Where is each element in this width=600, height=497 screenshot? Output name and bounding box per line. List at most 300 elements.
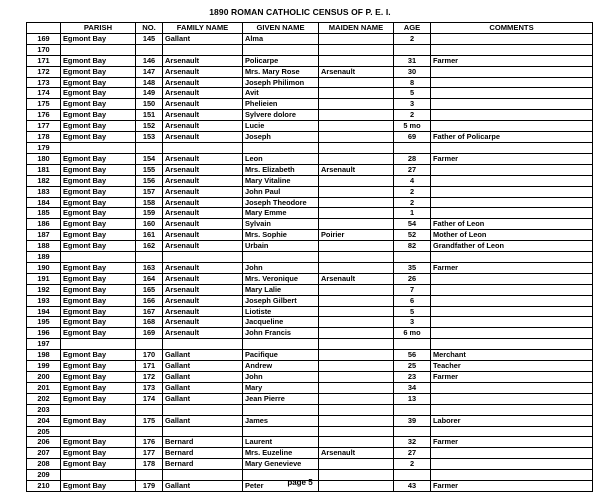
maiden-name-cell (319, 99, 394, 110)
table-row (27, 350, 593, 361)
given-name-cell (243, 426, 319, 437)
parish-cell: Egmont Bay (61, 110, 136, 121)
line-number-cell: 169 (27, 33, 61, 44)
age-cell: 56 (394, 350, 431, 361)
table-row (27, 132, 593, 143)
page-number: page 5 (287, 478, 313, 487)
entry-no-cell (136, 404, 163, 415)
parish-cell: Egmont Bay (61, 66, 136, 77)
given-name-cell: Peter (243, 481, 319, 492)
family-name-cell: Arsenault (163, 230, 243, 241)
maiden-name-cell (319, 208, 394, 219)
entry-no-cell (136, 252, 163, 263)
given-name-cell: James (243, 415, 319, 426)
entry-no-cell: 178 (136, 459, 163, 470)
comments-cell (431, 284, 593, 295)
age-cell: 54 (394, 219, 431, 230)
comments-cell (431, 99, 593, 110)
line-number-cell: 175 (27, 99, 61, 110)
family-name-cell: Arsenault (163, 66, 243, 77)
table-row (27, 437, 593, 448)
comments-cell: Farmer (431, 481, 593, 492)
comments-cell (431, 164, 593, 175)
parish-cell: Egmont Bay (61, 262, 136, 273)
age-cell: 35 (394, 262, 431, 273)
comments-cell (431, 88, 593, 99)
given-name-cell: Joseph (243, 132, 319, 143)
comments-cell: Farmer (431, 153, 593, 164)
line-number-cell: 190 (27, 262, 61, 273)
maiden-name-cell (319, 415, 394, 426)
family-name-cell: Arsenault (163, 197, 243, 208)
line-number-cell: 204 (27, 415, 61, 426)
comments-cell (431, 393, 593, 404)
age-cell: 5 mo (394, 121, 431, 132)
family-name-cell: Gallant (163, 372, 243, 383)
table-row (27, 361, 593, 372)
age-cell: 2 (394, 110, 431, 121)
table-row (27, 33, 593, 44)
parish-cell: Egmont Bay (61, 361, 136, 372)
given-name-cell: Jean Pierre (243, 393, 319, 404)
table-row (27, 393, 593, 404)
family-name-cell: Arsenault (163, 132, 243, 143)
given-name-cell: Joseph Theodore (243, 197, 319, 208)
table-row (27, 328, 593, 339)
given-name-cell (243, 44, 319, 55)
entry-no-cell: 160 (136, 219, 163, 230)
maiden-name-cell (319, 175, 394, 186)
table-row (27, 339, 593, 350)
age-cell: 2 (394, 33, 431, 44)
entry-no-cell: 171 (136, 361, 163, 372)
table-row (27, 306, 593, 317)
age-cell: 25 (394, 361, 431, 372)
line-number-cell: 177 (27, 121, 61, 132)
table-row (27, 66, 593, 77)
family-name-cell: Arsenault (163, 164, 243, 175)
family-name-cell (163, 404, 243, 415)
given-name-cell: John (243, 262, 319, 273)
age-cell: 30 (394, 66, 431, 77)
parish-cell: Egmont Bay (61, 295, 136, 306)
maiden-name-cell: Arsenault (319, 448, 394, 459)
entry-no-cell: 177 (136, 448, 163, 459)
comments-cell (431, 208, 593, 219)
entry-no-cell: 150 (136, 99, 163, 110)
line-number-cell: 188 (27, 241, 61, 252)
family-name-cell: Bernard (163, 459, 243, 470)
entry-no-cell (136, 44, 163, 55)
entry-no-cell: 170 (136, 350, 163, 361)
age-cell: 6 (394, 295, 431, 306)
comments-cell (431, 186, 593, 197)
age-cell: 69 (394, 132, 431, 143)
given-name-cell: Mrs. Veronique (243, 273, 319, 284)
table-row (27, 382, 593, 393)
maiden-name-cell (319, 284, 394, 295)
line-number-cell: 170 (27, 44, 61, 55)
parish-cell: Egmont Bay (61, 481, 136, 492)
comments-cell: Farmer (431, 437, 593, 448)
entry-no-cell: 146 (136, 55, 163, 66)
given-name-cell: John Francis (243, 328, 319, 339)
column-header-age: AGE (394, 23, 431, 34)
given-name-cell (243, 142, 319, 153)
given-name-cell: Mrs. Euzeline (243, 448, 319, 459)
table-row (27, 88, 593, 99)
family-name-cell: Bernard (163, 437, 243, 448)
table-row (27, 262, 593, 273)
given-name-cell: Avit (243, 88, 319, 99)
maiden-name-cell: Arsenault (319, 164, 394, 175)
table-header-row (27, 23, 593, 34)
table-row (27, 252, 593, 263)
table-row (27, 426, 593, 437)
age-cell: 1 (394, 208, 431, 219)
maiden-name-cell (319, 77, 394, 88)
comments-cell: Mother of Leon (431, 230, 593, 241)
age-cell: 31 (394, 55, 431, 66)
family-name-cell: Gallant (163, 481, 243, 492)
entry-no-cell: 153 (136, 132, 163, 143)
maiden-name-cell: Poirier (319, 230, 394, 241)
comments-cell (431, 252, 593, 263)
comments-cell (431, 110, 593, 121)
column-header-line (27, 23, 61, 34)
parish-cell: Egmont Bay (61, 99, 136, 110)
parish-cell: Egmont Bay (61, 153, 136, 164)
comments-cell (431, 317, 593, 328)
entry-no-cell: 154 (136, 153, 163, 164)
line-number-cell: 184 (27, 197, 61, 208)
comments-cell (431, 404, 593, 415)
comments-cell (431, 328, 593, 339)
parish-cell: Egmont Bay (61, 317, 136, 328)
column-header-family-name: FAMILY NAME (163, 23, 243, 34)
given-name-cell: Phelieien (243, 99, 319, 110)
family-name-cell: Arsenault (163, 110, 243, 121)
maiden-name-cell (319, 306, 394, 317)
maiden-name-cell (319, 197, 394, 208)
line-number-cell: 178 (27, 132, 61, 143)
table-row (27, 317, 593, 328)
comments-cell (431, 33, 593, 44)
family-name-cell (163, 44, 243, 55)
entry-no-cell: 162 (136, 241, 163, 252)
maiden-name-cell (319, 404, 394, 415)
family-name-cell: Arsenault (163, 295, 243, 306)
entry-no-cell (136, 339, 163, 350)
entry-no-cell: 176 (136, 437, 163, 448)
given-name-cell: Sylvere dolore (243, 110, 319, 121)
line-number-cell: 209 (27, 470, 61, 481)
age-cell: 2 (394, 186, 431, 197)
comments-cell: Merchant (431, 350, 593, 361)
line-number-cell: 174 (27, 88, 61, 99)
given-name-cell: Alma (243, 33, 319, 44)
age-cell: 34 (394, 382, 431, 393)
comments-cell: Father of Policarpe (431, 132, 593, 143)
parish-cell (61, 339, 136, 350)
line-number-cell: 199 (27, 361, 61, 372)
comments-cell: Farmer (431, 55, 593, 66)
entry-no-cell: 145 (136, 33, 163, 44)
comments-cell (431, 273, 593, 284)
given-name-cell: Mary Lalie (243, 284, 319, 295)
census-table (26, 22, 593, 492)
comments-cell: Teacher (431, 361, 593, 372)
parish-cell: Egmont Bay (61, 284, 136, 295)
maiden-name-cell (319, 426, 394, 437)
maiden-name-cell (319, 110, 394, 121)
family-name-cell: Arsenault (163, 219, 243, 230)
maiden-name-cell (319, 142, 394, 153)
family-name-cell: Gallant (163, 33, 243, 44)
parish-cell: Egmont Bay (61, 55, 136, 66)
entry-no-cell: 148 (136, 77, 163, 88)
age-cell: 2 (394, 197, 431, 208)
age-cell: 3 (394, 317, 431, 328)
given-name-cell (243, 252, 319, 263)
comments-cell (431, 77, 593, 88)
given-name-cell: Lucie (243, 121, 319, 132)
line-number-cell: 200 (27, 372, 61, 383)
table-row (27, 153, 593, 164)
entry-no-cell: 156 (136, 175, 163, 186)
given-name-cell: Mrs. Elizabeth (243, 164, 319, 175)
maiden-name-cell (319, 295, 394, 306)
comments-cell (431, 121, 593, 132)
family-name-cell: Gallant (163, 350, 243, 361)
given-name-cell: Jacqueline (243, 317, 319, 328)
entry-no-cell: 175 (136, 415, 163, 426)
table-row (27, 241, 593, 252)
table-row (27, 273, 593, 284)
line-number-cell: 185 (27, 208, 61, 219)
line-number-cell: 205 (27, 426, 61, 437)
census-table-body (27, 33, 593, 491)
parish-cell: Egmont Bay (61, 219, 136, 230)
maiden-name-cell (319, 262, 394, 273)
given-name-cell: Mrs. Mary Rose (243, 66, 319, 77)
table-row (27, 175, 593, 186)
comments-cell: Father of Leon (431, 219, 593, 230)
column-header-maiden-name: MAIDEN NAME (319, 23, 394, 34)
parish-cell: Egmont Bay (61, 328, 136, 339)
entry-no-cell: 174 (136, 393, 163, 404)
maiden-name-cell (319, 33, 394, 44)
table-row (27, 448, 593, 459)
family-name-cell: Arsenault (163, 328, 243, 339)
entry-no-cell: 147 (136, 66, 163, 77)
maiden-name-cell (319, 121, 394, 132)
age-cell: 5 (394, 306, 431, 317)
maiden-name-cell (319, 186, 394, 197)
line-number-cell: 194 (27, 306, 61, 317)
line-number-cell: 202 (27, 393, 61, 404)
table-row (27, 197, 593, 208)
table-row (27, 164, 593, 175)
family-name-cell: Gallant (163, 393, 243, 404)
age-cell: 27 (394, 448, 431, 459)
given-name-cell: Leon (243, 153, 319, 164)
parish-cell: Egmont Bay (61, 448, 136, 459)
family-name-cell: Arsenault (163, 186, 243, 197)
age-cell: 26 (394, 273, 431, 284)
parish-cell (61, 404, 136, 415)
entry-no-cell (136, 142, 163, 153)
entry-no-cell: 166 (136, 295, 163, 306)
table-row (27, 284, 593, 295)
age-cell (394, 426, 431, 437)
given-name-cell (243, 339, 319, 350)
age-cell: 32 (394, 437, 431, 448)
parish-cell: Egmont Bay (61, 273, 136, 284)
parish-cell: Egmont Bay (61, 88, 136, 99)
family-name-cell: Gallant (163, 415, 243, 426)
entry-no-cell: 161 (136, 230, 163, 241)
given-name-cell: Joseph Philimon (243, 77, 319, 88)
table-row (27, 372, 593, 383)
table-row (27, 230, 593, 241)
document-title: 1890 ROMAN CATHOLIC CENSUS OF P. E. I. (209, 7, 391, 17)
line-number-cell: 192 (27, 284, 61, 295)
line-number-cell: 186 (27, 219, 61, 230)
age-cell: 2 (394, 459, 431, 470)
parish-cell: Egmont Bay (61, 164, 136, 175)
given-name-cell: Sylvain (243, 219, 319, 230)
maiden-name-cell (319, 361, 394, 372)
entry-no-cell: 152 (136, 121, 163, 132)
line-number-cell: 191 (27, 273, 61, 284)
parish-cell (61, 44, 136, 55)
entry-no-cell: 157 (136, 186, 163, 197)
comments-cell (431, 66, 593, 77)
entry-no-cell: 163 (136, 262, 163, 273)
table-row (27, 77, 593, 88)
line-number-cell: 201 (27, 382, 61, 393)
given-name-cell: Laurent (243, 437, 319, 448)
parish-cell: Egmont Bay (61, 175, 136, 186)
comments-cell: Farmer (431, 262, 593, 273)
age-cell: 5 (394, 88, 431, 99)
parish-cell: Egmont Bay (61, 393, 136, 404)
age-cell: 6 mo (394, 328, 431, 339)
line-number-cell: 183 (27, 186, 61, 197)
family-name-cell (163, 339, 243, 350)
comments-cell (431, 382, 593, 393)
parish-cell: Egmont Bay (61, 77, 136, 88)
table-row (27, 55, 593, 66)
parish-cell: Egmont Bay (61, 437, 136, 448)
comments-cell (431, 448, 593, 459)
age-cell (394, 252, 431, 263)
entry-no-cell: 164 (136, 273, 163, 284)
age-cell: 4 (394, 175, 431, 186)
parish-cell (61, 426, 136, 437)
line-number-cell: 195 (27, 317, 61, 328)
family-name-cell: Gallant (163, 361, 243, 372)
line-number-cell: 187 (27, 230, 61, 241)
age-cell: 8 (394, 77, 431, 88)
given-name-cell: Joseph Gilbert (243, 295, 319, 306)
given-name-cell: Mary (243, 382, 319, 393)
entry-no-cell: 165 (136, 284, 163, 295)
given-name-cell: Mary Genevieve (243, 459, 319, 470)
entry-no-cell: 169 (136, 328, 163, 339)
line-number-cell: 196 (27, 328, 61, 339)
maiden-name-cell (319, 132, 394, 143)
table-row (27, 99, 593, 110)
line-number-cell: 189 (27, 252, 61, 263)
given-name-cell: Andrew (243, 361, 319, 372)
line-number-cell: 197 (27, 339, 61, 350)
entry-no-cell: 167 (136, 306, 163, 317)
age-cell: 28 (394, 153, 431, 164)
family-name-cell: Arsenault (163, 284, 243, 295)
column-header-given-name: GIVEN NAME (243, 23, 319, 34)
maiden-name-cell (319, 44, 394, 55)
family-name-cell (163, 252, 243, 263)
family-name-cell: Arsenault (163, 55, 243, 66)
maiden-name-cell (319, 241, 394, 252)
comments-cell (431, 295, 593, 306)
table-row (27, 415, 593, 426)
entry-no-cell: 158 (136, 197, 163, 208)
family-name-cell: Arsenault (163, 175, 243, 186)
given-name-cell: Mary Vitaline (243, 175, 319, 186)
table-row (27, 208, 593, 219)
age-cell: 3 (394, 99, 431, 110)
given-name-cell: Urbain (243, 241, 319, 252)
age-cell: 13 (394, 393, 431, 404)
parish-cell: Egmont Bay (61, 415, 136, 426)
age-cell: 23 (394, 372, 431, 383)
maiden-name-cell: Arsenault (319, 273, 394, 284)
maiden-name-cell (319, 350, 394, 361)
family-name-cell: Arsenault (163, 262, 243, 273)
maiden-name-cell (319, 88, 394, 99)
comments-cell (431, 142, 593, 153)
comments-cell (431, 44, 593, 55)
maiden-name-cell: Arsenault (319, 66, 394, 77)
given-name-cell: John Paul (243, 186, 319, 197)
maiden-name-cell (319, 328, 394, 339)
line-number-cell: 182 (27, 175, 61, 186)
comments-cell (431, 197, 593, 208)
table-row (27, 459, 593, 470)
entry-no-cell: 149 (136, 88, 163, 99)
age-cell: 39 (394, 415, 431, 426)
maiden-name-cell (319, 382, 394, 393)
parish-cell: Egmont Bay (61, 197, 136, 208)
family-name-cell: Arsenault (163, 77, 243, 88)
line-number-cell: 208 (27, 459, 61, 470)
family-name-cell: Gallant (163, 382, 243, 393)
maiden-name-cell (319, 372, 394, 383)
comments-cell (431, 459, 593, 470)
comments-cell: Grandfather of Leon (431, 241, 593, 252)
parish-cell: Egmont Bay (61, 33, 136, 44)
family-name-cell: Bernard (163, 448, 243, 459)
maiden-name-cell (319, 339, 394, 350)
age-cell: 27 (394, 164, 431, 175)
entry-no-cell: 168 (136, 317, 163, 328)
table-row (27, 219, 593, 230)
age-cell: 7 (394, 284, 431, 295)
age-cell: 43 (394, 481, 431, 492)
